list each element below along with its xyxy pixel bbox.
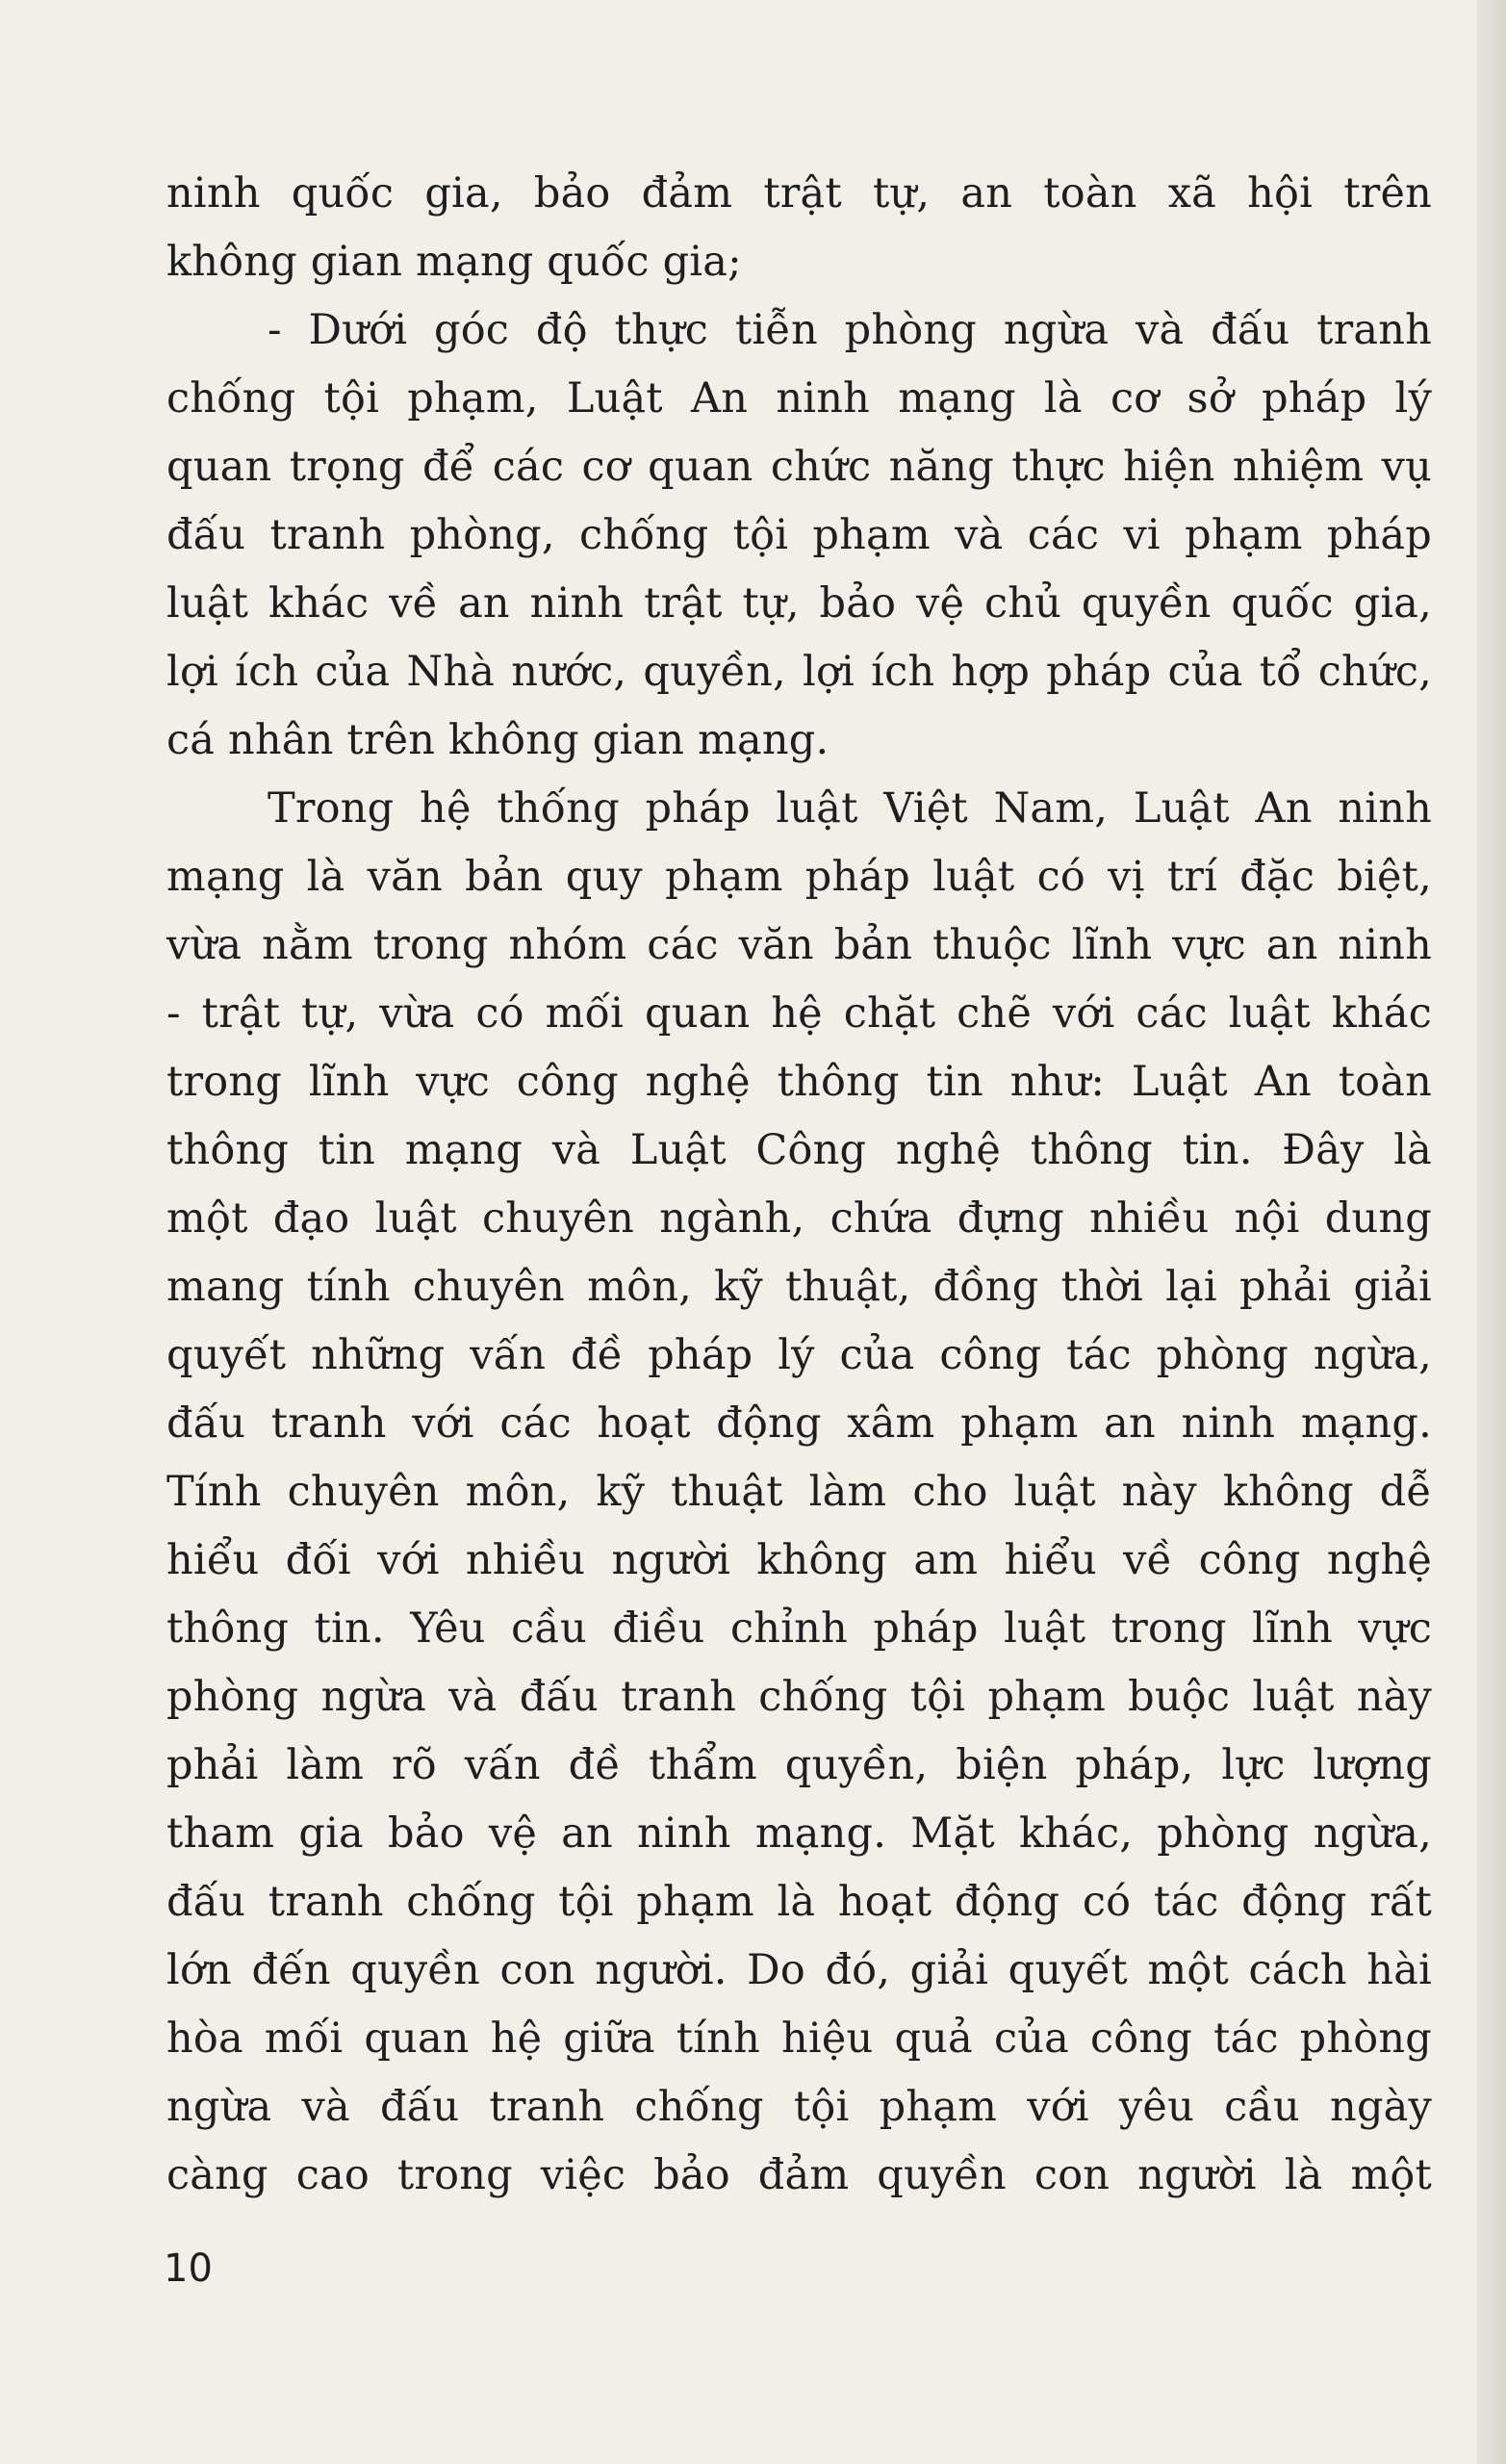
text-line: hòa mối quan hệ giữa tính hiệu quả của công tác phòng [166, 2015, 1432, 2063]
text-line: Tính chuyên môn, kỹ thuật làm cho luật này không dễ [166, 1468, 1432, 1516]
text-line: một đạo luật chuyên ngành, chứa đựng nhiều nội dung [166, 1194, 1432, 1243]
text-line: lớn đến quyền con người. Do đó, giải quyết một cách hài [166, 1946, 1432, 1994]
text-line: không gian mạng quốc gia; [166, 238, 742, 286]
text-line: - trật tự, vừa có mối quan hệ chặt chẽ với các luật khác [166, 989, 1432, 1038]
text-line: ngừa và đấu tranh chống tội phạm với yêu cầu ngày [166, 2083, 1432, 2131]
page-edge-shadow [1477, 0, 1506, 2464]
body-text [166, 160, 1432, 2210]
text-line: luật khác về an ninh trật tự, bảo vệ chủ quyền quốc gia, [166, 579, 1432, 628]
text-line: quyết những vấn đề pháp lý của công tác phòng ngừa, [166, 1331, 1432, 1379]
text-line: - Dưới góc độ thực tiễn phòng ngừa và đấu tranh [268, 306, 1432, 354]
page-number: 10 [164, 2246, 213, 2291]
text-line: phải làm rõ vấn đề thẩm quyền, biện pháp, lực lượng [166, 1741, 1432, 1789]
text-line: lợi ích của Nhà nước, quyền, lợi ích hợp pháp của tổ chức, [166, 648, 1432, 696]
text-line: cá nhân trên không gian mạng. [166, 716, 830, 764]
text-line: đấu tranh với các hoạt động xâm phạm an ninh mạng. [166, 1399, 1432, 1448]
text-line: tham gia bảo vệ an ninh mạng. Mặt khác, phòng ngừa, [166, 1810, 1432, 1858]
text-line: thông tin mạng và Luật Công nghệ thông tin. Đây là [166, 1126, 1432, 1174]
text-line: Trong hệ thống pháp luật Việt Nam, Luật An ninh [268, 784, 1432, 833]
text-line: trong lĩnh vực công nghệ thông tin như: Luật An toàn [166, 1058, 1432, 1106]
text-line: vừa nằm trong nhóm các văn bản thuộc lĩnh vực an ninh [166, 921, 1432, 969]
text-line: quan trọng để các cơ quan chức năng thực hiện nhiệm vụ [166, 443, 1432, 491]
text-line: mạng là văn bản quy phạm pháp luật có vị trí đặc biệt, [166, 853, 1432, 901]
text-line: phòng ngừa và đấu tranh chống tội phạm buộc luật này [166, 1673, 1432, 1721]
text-line: hiểu đối với nhiều người không am hiểu về công nghệ [166, 1536, 1432, 1584]
text-line: thông tin. Yêu cầu điều chỉnh pháp luật trong lĩnh vực [166, 1604, 1432, 1653]
text-line: mang tính chuyên môn, kỹ thuật, đồng thời lại phải giải [166, 1263, 1432, 1311]
text-line: càng cao trong việc bảo đảm quyền con người là một [166, 2151, 1432, 2199]
text-line: đấu tranh chống tội phạm là hoạt động có tác động rất [166, 1878, 1432, 1926]
text-line: ninh quốc gia, bảo đảm trật tự, an toàn xã hội trên [166, 169, 1432, 218]
text-line: đấu tranh phòng, chống tội phạm và các vi phạm pháp [166, 511, 1432, 559]
text-line: chống tội phạm, Luật An ninh mạng là cơ sở pháp lý [166, 374, 1432, 423]
